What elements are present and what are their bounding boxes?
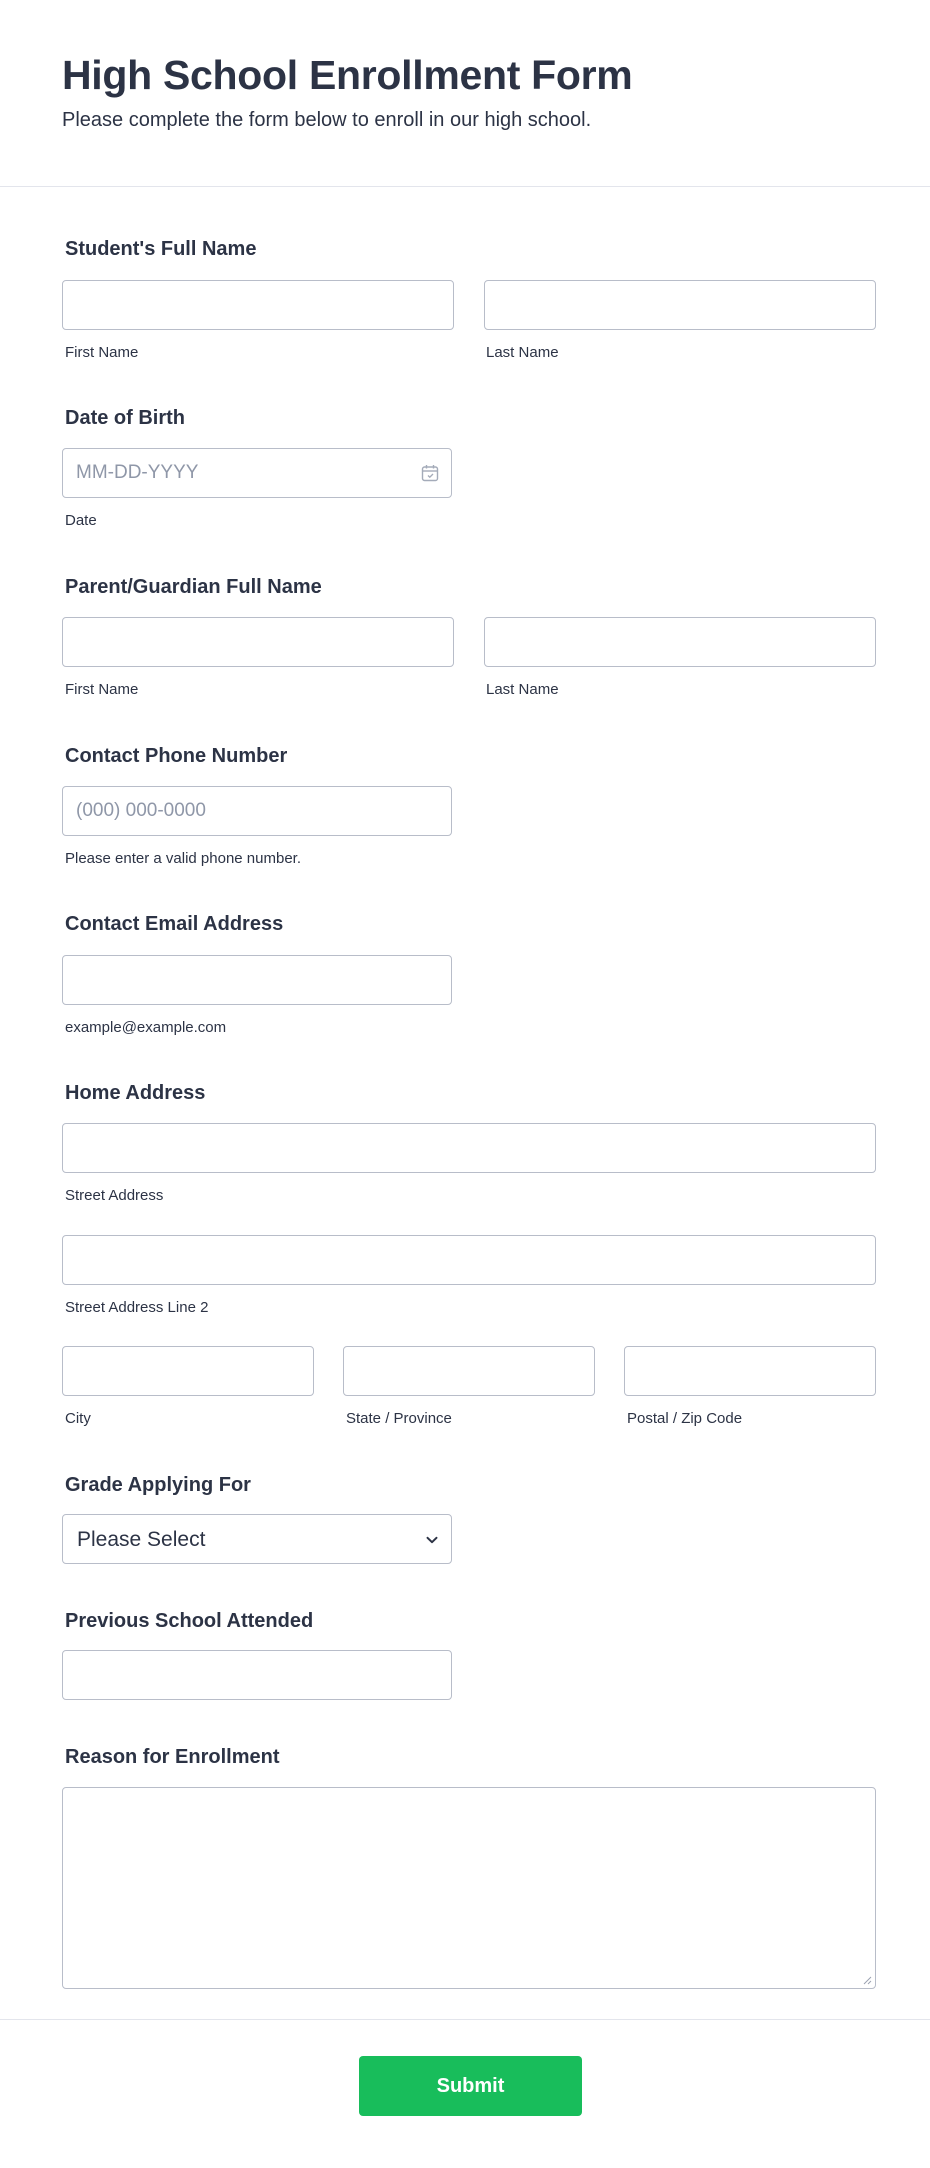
zip-input[interactable] xyxy=(624,1346,876,1396)
state-sublabel: State / Province xyxy=(346,1410,452,1427)
state-input[interactable] xyxy=(343,1346,595,1396)
dob-input[interactable] xyxy=(62,448,452,498)
student-name-label: Student's Full Name xyxy=(65,238,257,260)
email-sublabel: example@example.com xyxy=(65,1019,227,1036)
previous-school-input[interactable] xyxy=(62,1650,452,1700)
phone-label: Contact Phone Number xyxy=(65,745,288,767)
reason-label: Reason for Enrollment xyxy=(65,1746,280,1768)
guardian-first-name-sublabel: First Name xyxy=(65,681,139,698)
dob-field xyxy=(62,448,452,498)
grade-select-value: Please Select xyxy=(77,1528,206,1551)
dob-sublabel: Date xyxy=(65,512,97,529)
form-header xyxy=(0,0,930,187)
street-address-line2-input[interactable] xyxy=(62,1235,876,1285)
guardian-last-name-sublabel: Last Name xyxy=(486,681,559,698)
street-address-sublabel: Street Address xyxy=(65,1187,164,1204)
footer-divider xyxy=(0,2019,930,2020)
street-address-line2-sublabel: Street Address Line 2 xyxy=(65,1299,209,1316)
city-input[interactable] xyxy=(62,1346,314,1396)
email-label: Contact Email Address xyxy=(65,913,284,935)
submit-button[interactable]: Submit xyxy=(359,2056,582,2116)
zip-sublabel: Postal / Zip Code xyxy=(627,1410,743,1427)
page-subtitle: Please complete the form below to enroll in our high school. xyxy=(62,109,592,131)
city-sublabel: City xyxy=(65,1410,91,1427)
email-input[interactable] xyxy=(62,955,452,1005)
calendar-icon[interactable] xyxy=(421,464,439,482)
student-first-name-sublabel: First Name xyxy=(65,344,139,361)
guardian-last-name-input[interactable] xyxy=(484,617,876,667)
student-last-name-input[interactable] xyxy=(484,280,876,330)
address-label: Home Address xyxy=(65,1082,206,1104)
phone-input[interactable] xyxy=(62,786,452,836)
student-first-name-input[interactable] xyxy=(62,280,454,330)
previous-school-label: Previous School Attended xyxy=(65,1610,314,1632)
resize-grip-icon[interactable] xyxy=(862,1975,872,1985)
dob-label: Date of Birth xyxy=(65,407,185,429)
student-last-name-sublabel: Last Name xyxy=(486,344,559,361)
grade-label: Grade Applying For xyxy=(65,1474,251,1496)
page-title: High School Enrollment Form xyxy=(62,52,633,98)
reason-textarea[interactable] xyxy=(62,1787,876,1989)
guardian-first-name-input[interactable] xyxy=(62,617,454,667)
grade-select[interactable] xyxy=(62,1514,452,1564)
chevron-down-icon xyxy=(425,1533,439,1547)
street-address-input[interactable] xyxy=(62,1123,876,1173)
guardian-name-label: Parent/Guardian Full Name xyxy=(65,576,322,598)
phone-sublabel: Please enter a valid phone number. xyxy=(65,850,301,867)
